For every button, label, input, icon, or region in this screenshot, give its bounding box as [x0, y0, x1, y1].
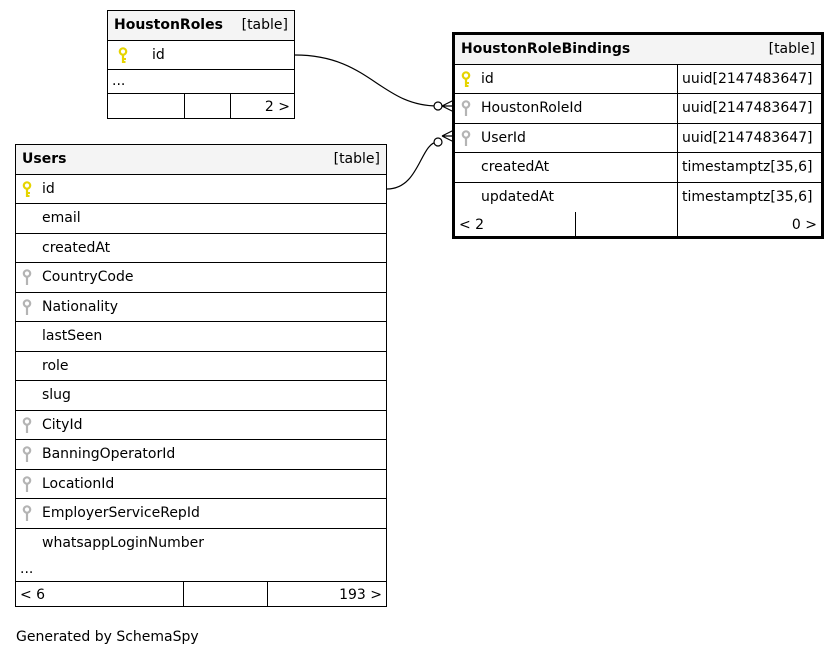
column-name: createdAt [481, 159, 550, 175]
column-type: timestamptz[35,6] [677, 183, 821, 213]
footer-middle [184, 94, 230, 118]
column-row[interactable] [455, 153, 821, 183]
column-row[interactable] [455, 124, 821, 154]
more-columns-row [108, 70, 294, 94]
column-name: id [152, 46, 165, 63]
column-row[interactable] [16, 381, 386, 411]
primary-key-icon [461, 71, 471, 89]
column-row[interactable] [16, 175, 386, 205]
column-name: BanningOperatorId [42, 446, 176, 462]
footer-children: 0 > [677, 212, 821, 236]
column-row[interactable] [16, 470, 386, 500]
column-name: EmployerServiceRepId [42, 505, 200, 521]
column-name: whatsappLoginNumber [42, 534, 205, 551]
column-name: id [42, 180, 55, 197]
ellipsis: ... [112, 73, 126, 89]
footer-parents: < 6 [20, 587, 46, 603]
more-columns-row [16, 558, 386, 582]
column-type: uuid[2147483647] [677, 94, 821, 123]
footer-children: 2 > [230, 94, 294, 118]
column-type: uuid[2147483647] [677, 124, 821, 153]
relation-optional-marker [434, 138, 442, 146]
footer-parents: < 2 [459, 217, 485, 233]
column-name: CityId [42, 416, 83, 433]
column-row[interactable] [16, 352, 386, 382]
table-kind: [table] [241, 17, 288, 33]
table-houstonroles[interactable] [107, 10, 295, 119]
column-row[interactable] [16, 204, 386, 234]
table-houstonrolebindings[interactable] [452, 32, 824, 239]
column-row[interactable] [455, 183, 821, 213]
table-header [16, 145, 386, 175]
column-name: LocationId [42, 475, 115, 492]
column-row[interactable] [16, 322, 386, 352]
table-kind: [table] [333, 151, 380, 167]
foreign-key-icon [22, 417, 32, 435]
column-row[interactable] [16, 234, 386, 264]
footer-parents [108, 94, 184, 118]
primary-key-icon [22, 181, 32, 199]
column-name: HoustonRoleId [481, 100, 583, 116]
ellipsis: ... [20, 561, 34, 577]
table-footer [16, 582, 386, 606]
column-row[interactable] [455, 65, 821, 95]
column-name: CountryCode [42, 269, 134, 285]
footer-children: 193 > [267, 582, 386, 606]
column-name: slug [42, 387, 71, 403]
column-name: updatedAt [481, 188, 555, 205]
table-users[interactable] [15, 144, 387, 607]
footer-middle [575, 212, 677, 236]
column-row[interactable] [16, 293, 386, 323]
column-row[interactable] [455, 94, 821, 124]
footer-middle [183, 582, 267, 606]
column-row[interactable] [16, 263, 386, 293]
table-name: Users [22, 151, 67, 167]
primary-key-icon [118, 47, 128, 65]
column-name: lastSeen [42, 328, 103, 344]
column-row[interactable] [16, 529, 386, 559]
table-footer [455, 212, 821, 236]
column-type: timestamptz[35,6] [677, 153, 821, 182]
table-header [108, 11, 294, 41]
table-footer [108, 94, 294, 118]
column-name: email [42, 210, 81, 226]
relation-optional-marker [434, 102, 442, 110]
column-row[interactable] [108, 41, 294, 71]
foreign-key-icon [461, 100, 471, 118]
foreign-key-icon [22, 476, 32, 494]
column-name: Nationality [42, 298, 119, 315]
foreign-key-icon [22, 269, 32, 287]
relation-users-to-bindings [387, 142, 438, 189]
generated-by-note: Generated by SchemaSpy [16, 629, 199, 645]
table-name: HoustonRoleBindings [461, 41, 631, 57]
column-name: id [481, 70, 494, 87]
column-type: uuid[2147483647] [677, 65, 821, 94]
table-kind: [table] [768, 41, 815, 57]
relation-houstonroles-to-bindings [295, 55, 438, 106]
column-name: UserId [481, 129, 526, 146]
foreign-key-icon [22, 505, 32, 523]
foreign-key-icon [22, 299, 32, 317]
foreign-key-icon [22, 446, 32, 464]
column-name: role [42, 357, 69, 374]
column-name: createdAt [42, 239, 111, 256]
foreign-key-icon [461, 130, 471, 148]
column-row[interactable] [16, 411, 386, 441]
table-header [455, 35, 821, 65]
table-name: HoustonRoles [114, 17, 223, 33]
column-row[interactable] [16, 499, 386, 529]
column-row[interactable] [16, 440, 386, 470]
